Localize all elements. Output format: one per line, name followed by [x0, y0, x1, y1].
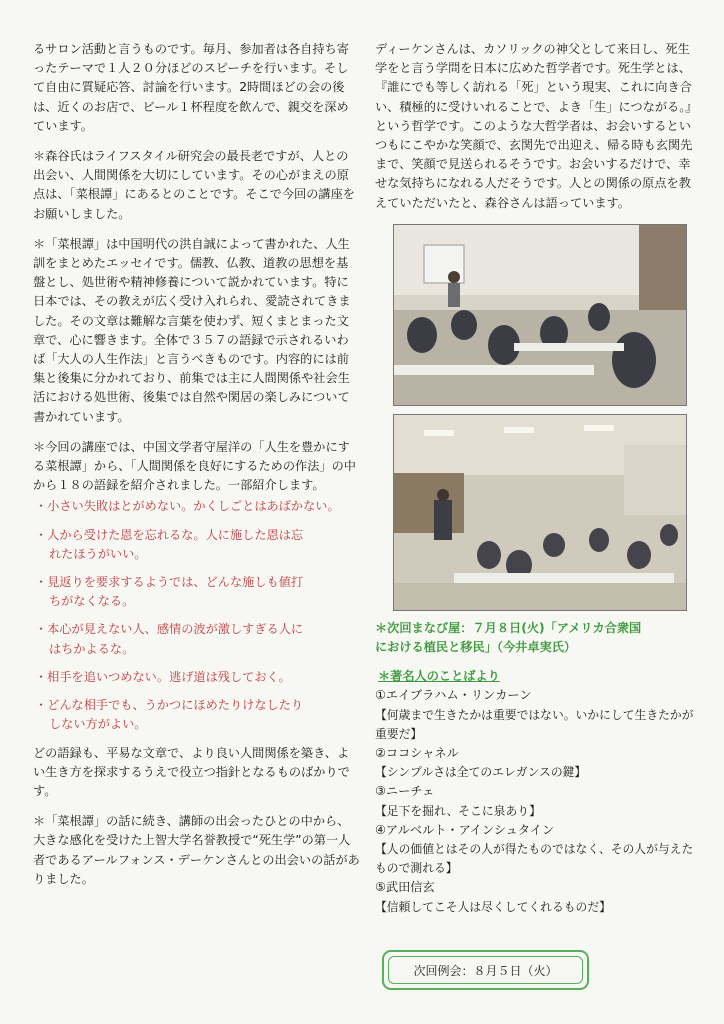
quote-line: ・相手を追いつめない。逃げ道は残しておく。	[35, 669, 291, 684]
next-meeting-box	[382, 950, 589, 990]
famous-saying: 【シンプルさは全てのエレガンスの鍵】	[375, 765, 587, 780]
famous-saying: 【信頼してこそ人は尽くしてくれるものだ】	[375, 899, 611, 914]
left-column	[33, 40, 360, 900]
famous-person: ③ニーチェ	[375, 784, 435, 799]
quote-line-cont: れたほうがいい。	[49, 546, 147, 561]
moritani-intro: ＊森谷氏はライフスタイル研究会の最長老ですが、人との出会い、人間関係を大切にしています。その心がまえの原点は、「菜根譚」にあるとのことです。そこで今回の講座をお願いしました。	[33, 149, 355, 221]
quote-item	[33, 573, 360, 611]
saikontan-explanation: ＊「菜根譚」は中国明代の洪自誠によって書かれた、人生訓をまとめたエッセイです。儒教、仏教、道教の思想を基盤とし、処世術や精神修養について説かれています。特に日本では、その教えが広く受け入れられ、愛読されてきました。その文章は難解な言葉を使わず、短くまとまった文章で、心に響きます。全体で３５７の語録で示されるいわば「大人の人生作法」と言うべきものです。内容的には前集と後集に分かれており、前集では主に人間関係や社会生活における処世術、後集では自然や閑居の楽しみについて書かれています。	[33, 236, 351, 424]
quote-line: ・見返りを要求するようでは、どんな施しも値打	[35, 575, 304, 590]
famous-person: ⑤武田信玄	[375, 880, 435, 895]
quote-line-cont: はちかよるな。	[49, 641, 135, 656]
quote-line: ・本心が見えない人、感情の波が激しすぎる人に	[35, 622, 304, 637]
quote-item	[33, 668, 360, 687]
famous-person: ②ココシャネル	[375, 746, 459, 761]
famous-saying: 【人の価値とはその人が得たものではなく、その人が与えたもので測れる】	[375, 842, 694, 876]
quote-line: ・どんな相手でも、うかつにほめたりけなしたり	[35, 698, 304, 713]
next-notice-line-1: ＊次回まなび屋：７月８日(火)「アメリカ合衆国	[375, 620, 642, 635]
famous-person: ④アルベルト・アインシュタイン	[375, 822, 555, 837]
famous-saying: 【足下を掘れ、そこに泉あり】	[375, 803, 541, 818]
quote-item	[33, 497, 360, 516]
quote-item	[33, 526, 360, 564]
next-manabiya-notice	[375, 619, 697, 657]
next-notice-line-2: における植民と移民」（今井卓実氏）	[375, 640, 577, 655]
lecture-photo-2	[393, 414, 687, 611]
lecture-photo-1	[393, 224, 687, 406]
famous-saying: 【何歳まで生きたかは重要ではない。いかにして生きたかが重要だ】	[375, 707, 694, 741]
right-column	[375, 40, 697, 917]
quote-line: ・小さい失敗はとがめない。かくしごとはあばかない。	[35, 499, 340, 514]
quote-line-cont: しない方がよい。	[49, 717, 147, 732]
deeken-intro: ＊「菜根譚」の話に続き、講師の出会ったひとの中から、大きな感化を受けた上智大学名誉教授で“死生学”の第一人者であるアールフォンス・デーケンさんとの出会いの話がありました。	[33, 814, 360, 886]
famous-quotes-list	[375, 686, 697, 916]
quote-line-cont: ちがなくなる。	[49, 594, 135, 609]
deeken-story: ディーケンさんは、カソリックの神父として来日し、死生学をと言う学問を日本に広めた哲学者です。死生学とは、『誰にでも等しく訪れる「死」という現実、これに向き合い、積極的に受けいれることで、よき「生」につながる。』という哲学です。このような大哲学者は、お会いするといつもにこやかな笑顔で、玄関先で出迎え、帰る時も玄関先まで、笑顔で見送られるそうです。お会いするだけで、幸せな気持ちになれる人だそうです。人との関係の原点を教えていただいたと、森谷さんは語っています。	[375, 42, 693, 210]
famous-person: ①エイブラハム・リンカーン	[375, 688, 532, 703]
quote-line: ・人から受けた恩を忘れるな。人に施した恩は忘	[35, 527, 304, 542]
quotes-conclusion: どの語録も、平易な文章で、より良い人間関係を築き、よい生き方を探求するうえで役立つ指針となるものばかりです。	[33, 745, 350, 798]
famous-quotes-title: ＊著名人のことばより	[378, 669, 500, 684]
quote-item	[33, 696, 360, 734]
next-meeting-label: 次回例会：８月５日（火）	[388, 956, 583, 984]
quote-item	[33, 620, 360, 658]
lecture-summary: ＊今回の講座では、中国文学者守屋洋の「人生を豊かにする菜根譚」から、「人間関係を良好にするための作法」の中から１８の語録を紹介されました。一部紹介します。	[33, 439, 356, 493]
salon-description: るサロン活動と言うものです。毎月、参加者は各自持ち寄ったテーマで１人２０分ほどのスピーチを行います。そして自由に質疑応答、討論を行います。2時間ほどの会の後は、近くのお店で、ビール１杯程度を飲んで、親交を深めています。	[33, 42, 349, 133]
